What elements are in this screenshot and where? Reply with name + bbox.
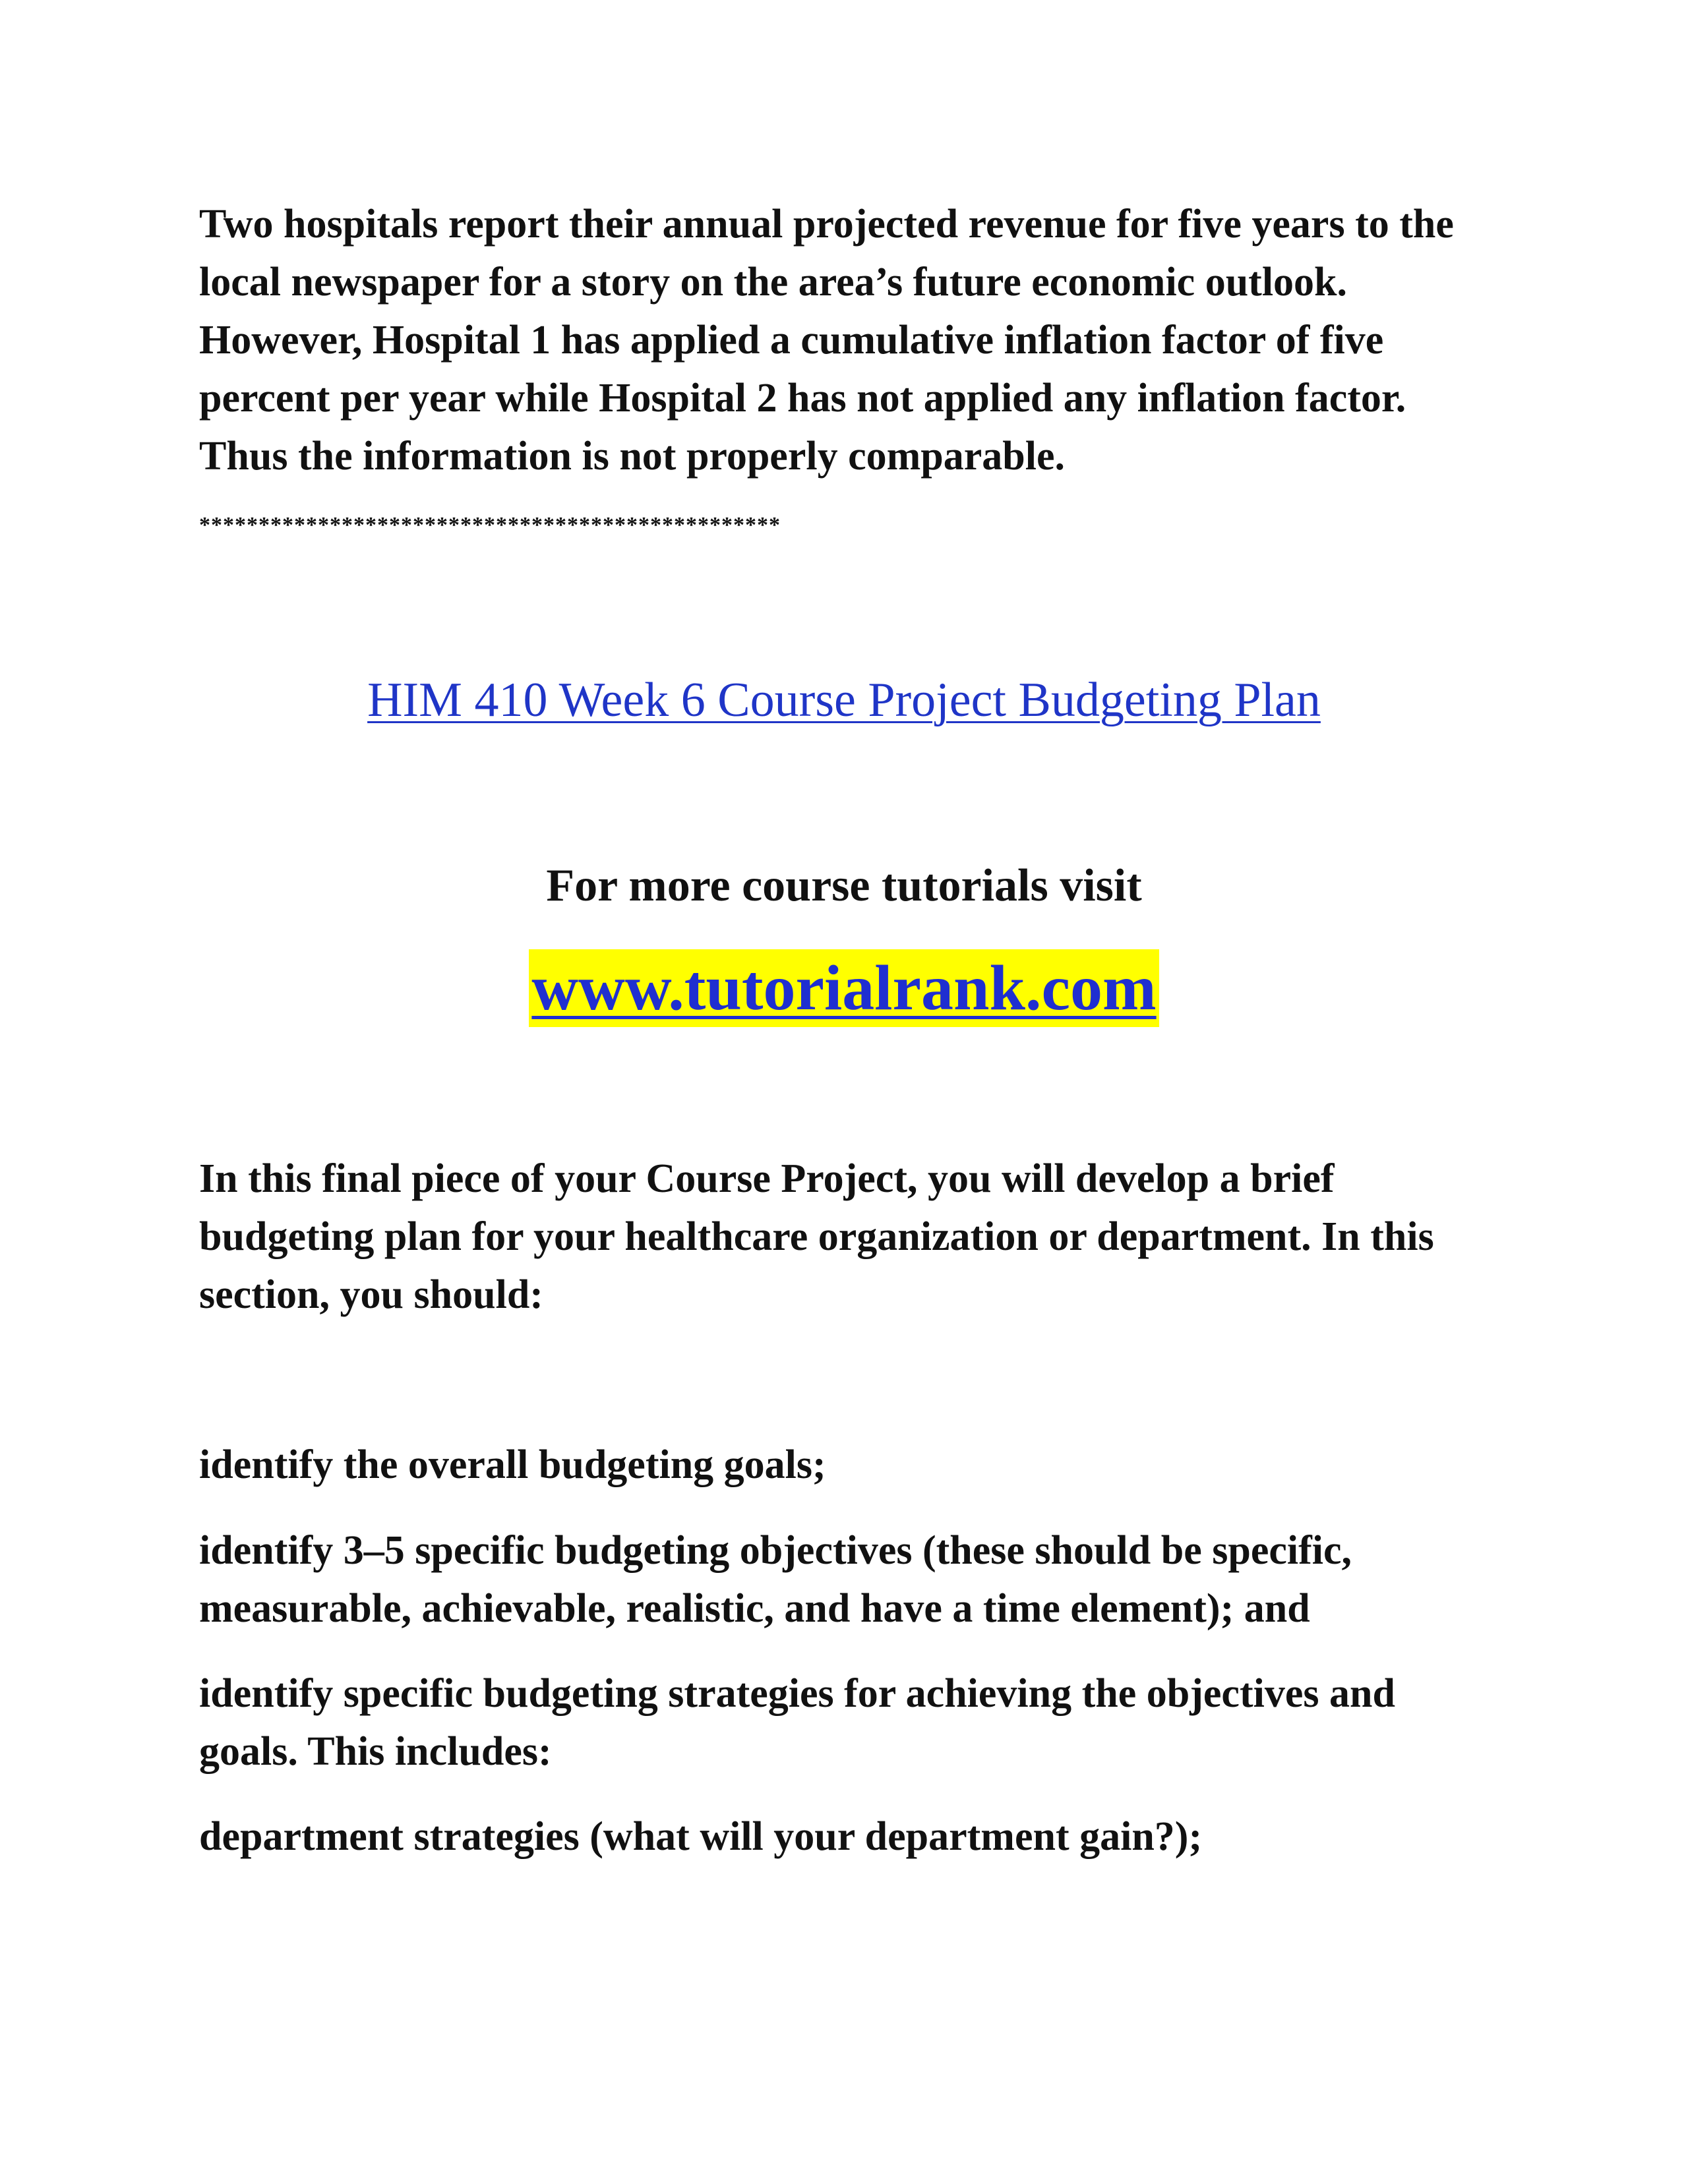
intro-paragraph: Two hospitals report their annual projected revenue for five years to the local newspaper for a story on the area’s future economic outlook. However, Hospital 1 has applied a cumulative inflation factor of five percent per year while Hospital 2 has not applied any inflation factor. Thus the information is not properly comparable.: [199, 202, 1454, 479]
course-project-link[interactable]: HIM 410 Week 6 Course Project Budgeting Plan: [367, 673, 1321, 727]
list-item: identify specific budgeting strategies for achieving the objectives and goals. This includes:: [199, 1671, 1395, 1774]
tutorialrank-website-link[interactable]: www.tutorialrank.com: [529, 949, 1159, 1027]
instructions-paragraph: In this final piece of your Course Project, you will develop a brief budgeting plan for your healthcare organization or department. In this section, you should:: [199, 1156, 1434, 1317]
list-item: identify 3–5 specific budgeting objectives (these should be specific, measurable, achievable, realistic, and have a time element); and: [199, 1528, 1352, 1631]
promo-site-container: [0, 949, 1688, 1027]
promo-heading: For more course tutorials visit: [546, 860, 1142, 911]
asterisk-separator: *************************************************: [199, 513, 781, 537]
list-item: department strategies (what will your department gain?);: [199, 1814, 1203, 1859]
list-item: identify the overall budgeting goals;: [199, 1442, 826, 1487]
